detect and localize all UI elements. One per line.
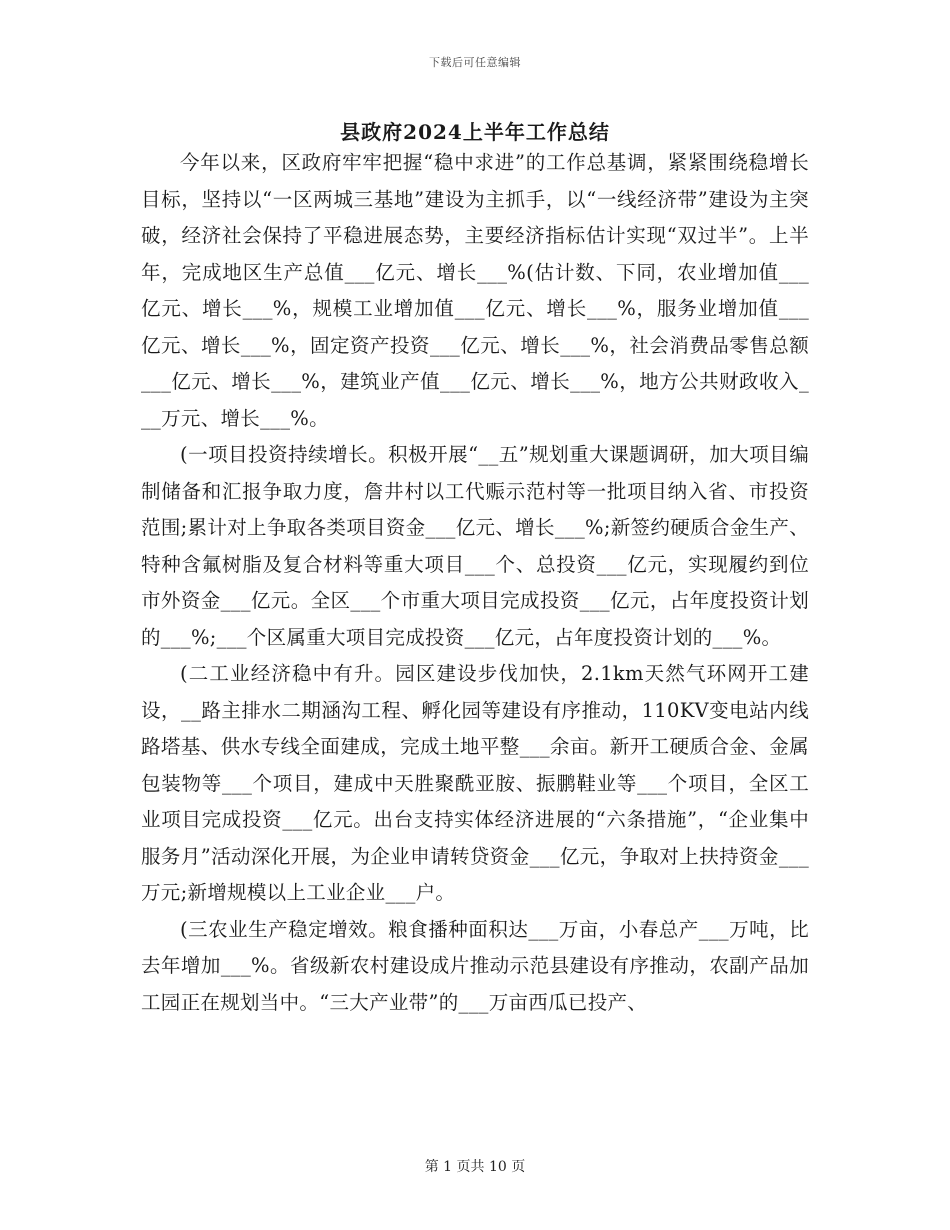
section-agriculture: (三农业生产稳定增效。粮食播种面积达___万亩，小春总产___万吨，比去年增加___%。省级新农村建设成片推动示范县建设有序推动，农副产品加工园正在规划当中。“三大产业带”的___万亩西瓜已投产、 (141, 917, 809, 1014)
document-body (141, 145, 809, 1021)
document-title: 县政府2024上半年工作总结 (340, 120, 610, 144)
section-industrial-economy: (二工业经济稳中有升。园区建设步伐加快，2.1km天然气环网开工建设，__路主排水二期涵沟工程、孵化园等建设有序推动，110KV变电站内线路塔基、供水专线全面建成，完成土地平整___余亩。新开工硬质合金、金属包装物等___个项目，建成中天胜聚酰亚胺、振鹏鞋业等___个项目，全区工业项目完成投资___亿元。出台支持实体经济进展的“六条措施”，“企业集中服务月”活动深化开展，为企业申请转贷资金___亿元，争取对上扶持资金___万元;新增规模以上工业企业___户。 (141, 662, 809, 904)
section-project-investment: (一项目投资持续增长。积极开展“__五”规划重大课题调研，加大项目编制储备和汇报争取力度，詹井村以工代赈示范村等一批项目纳入省、市投资范围;累计对上争取各类项目资金___亿元、增长___%;新签约硬质合金生产、特种含氟树脂及复合材料等重大项目___个、总投资___亿元，实现履约到位市外资金___亿元。全区___个市重大项目完成投资___亿元，占年度投资计划的___%;___个区属重大项目完成投资___亿元，占年度投资计划的___%。 (141, 443, 809, 649)
intro-paragraph: 今年以来，区政府牢牢把握“稳中求进”的工作总基调，紧紧围绕稳增长目标，坚持以“一区两城三基地”建设为主抓手，以“一线经济带”建设为主突破，经济社会保持了平稳进展态势，主要经济指标估计实现“双过半”。上半年，完成地区生产总值___亿元、增长___%(估计数、下同，农业增加值___亿元、增长___%，规模工业增加值___亿元、增长___%，服务业增加值___亿元、增长___%，固定资产投资___亿元、增长___%，社会消费品零售总额___亿元、增长___%，建筑业产值___亿元、增长___%，地方公共财政收入___万元、增长___%。 (141, 151, 809, 430)
page-footer: 第 1 页共 10 页 (424, 1159, 526, 1175)
header-note: 下载后可任意编辑 (429, 56, 521, 69)
